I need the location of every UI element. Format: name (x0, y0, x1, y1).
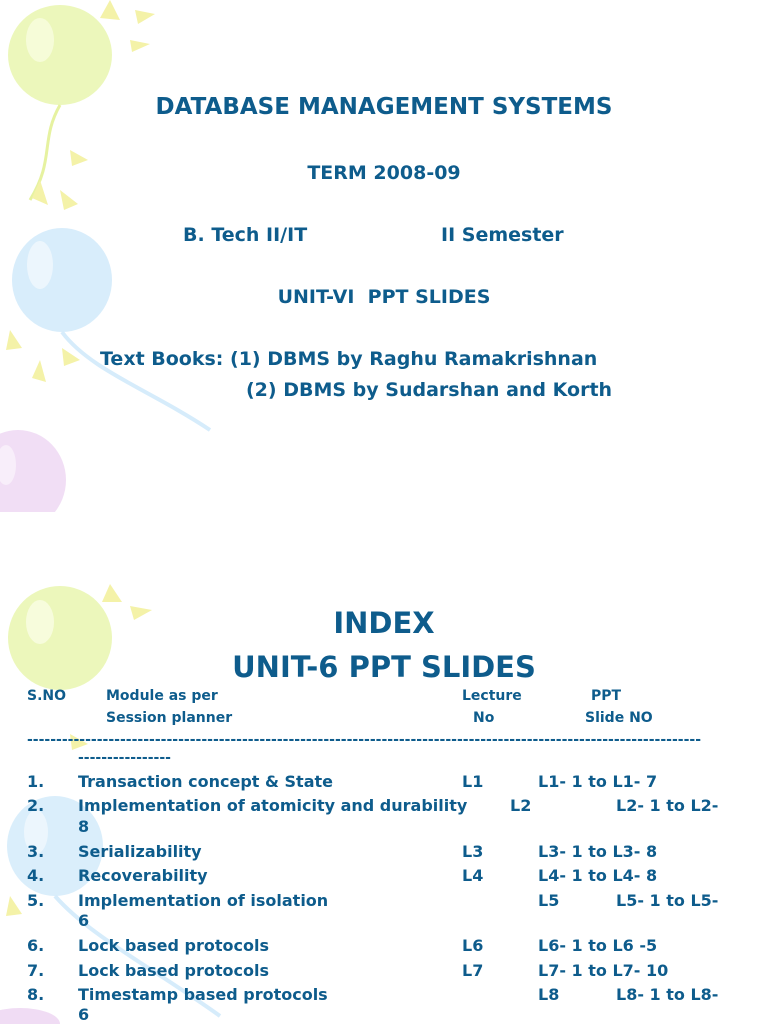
presentation-title: DATABASE MANAGEMENT SYSTEMS (155, 94, 613, 120)
row-slides-wrap: 8 (78, 817, 90, 836)
row-slides: L8- 1 to L8- (616, 985, 719, 1004)
table-row (0, 842, 768, 866)
row-module: Transaction concept & State (78, 772, 333, 791)
row-slides-wrap: 6 (78, 911, 90, 930)
row-lecture: L5 (538, 891, 560, 910)
table-row (0, 772, 768, 796)
unit-label: UNIT-VI PPT SLIDES (277, 286, 491, 308)
row-lecture: L2 (510, 796, 532, 815)
row-slides: L7- 1 to L7- 10 (538, 961, 669, 980)
row-sno: 5. (27, 891, 45, 910)
table-row (0, 985, 768, 1024)
header-divider-wrap: ---------------- (78, 750, 171, 766)
index-subtitle: UNIT-6 PPT SLIDES (232, 650, 536, 684)
header-lecture-line1: Lecture (462, 688, 522, 704)
textbook-line-2: (2) DBMS by Sudarshan and Korth (246, 379, 613, 401)
table-row (0, 936, 768, 960)
row-lecture: L6 (462, 936, 484, 955)
table-row (0, 961, 768, 985)
header-sno: S.NO (27, 688, 67, 704)
row-sno: 1. (27, 772, 45, 791)
term-label: TERM 2008-09 (307, 162, 461, 184)
index-slide (0, 576, 768, 1024)
row-module: Implementation of atomicity and durability (78, 796, 468, 815)
row-lecture: L3 (462, 842, 484, 861)
header-module-line1: Module as per (106, 688, 218, 704)
row-module: Timestamp based protocols (78, 985, 328, 1004)
row-lecture: L8 (538, 985, 560, 1004)
table-row (0, 796, 768, 836)
row-lecture: L4 (462, 866, 484, 885)
row-slides-wrap: 6 (78, 1005, 90, 1024)
row-lecture: L1 (462, 772, 484, 791)
index-title: INDEX (333, 606, 435, 640)
balloons-decoration (0, 0, 240, 512)
course-label: B. Tech II/IT (183, 224, 308, 246)
row-slides: L5- 1 to L5- (616, 891, 719, 910)
row-module: Recoverability (78, 866, 208, 885)
textbook-line-1: Text Books: (1) DBMS by Raghu Ramakrishnan (100, 348, 598, 370)
table-row (0, 891, 768, 930)
row-slides: L1- 1 to L1- 7 (538, 772, 658, 791)
row-slides: L2- 1 to L2- (616, 796, 719, 815)
row-sno: 7. (27, 961, 45, 980)
row-sno: 3. (27, 842, 45, 861)
row-module: Lock based protocols (78, 936, 269, 955)
row-module: Serializability (78, 842, 202, 861)
header-ppt-line2: Slide NO (585, 710, 653, 726)
semester-label: II Semester (441, 224, 564, 246)
row-slides: L3- 1 to L3- 8 (538, 842, 658, 861)
row-sno: 4. (27, 866, 45, 885)
row-slides: L6- 1 to L6 -5 (538, 936, 658, 955)
row-sno: 2. (27, 796, 45, 815)
header-ppt-line1: PPT (591, 688, 622, 704)
header-lecture-line2: No (473, 710, 495, 726)
row-slides: L4- 1 to L4- 8 (538, 866, 658, 885)
row-sno: 6. (27, 936, 45, 955)
row-module: Implementation of isolation (78, 891, 329, 910)
row-lecture: L7 (462, 961, 484, 980)
header-module-line2: Session planner (106, 710, 233, 726)
row-sno: 8. (27, 985, 45, 1004)
table-row (0, 866, 768, 890)
row-module: Lock based protocols (78, 961, 269, 980)
header-divider: -------------------------------------------------------------------------------------------------------------------- (27, 732, 702, 748)
